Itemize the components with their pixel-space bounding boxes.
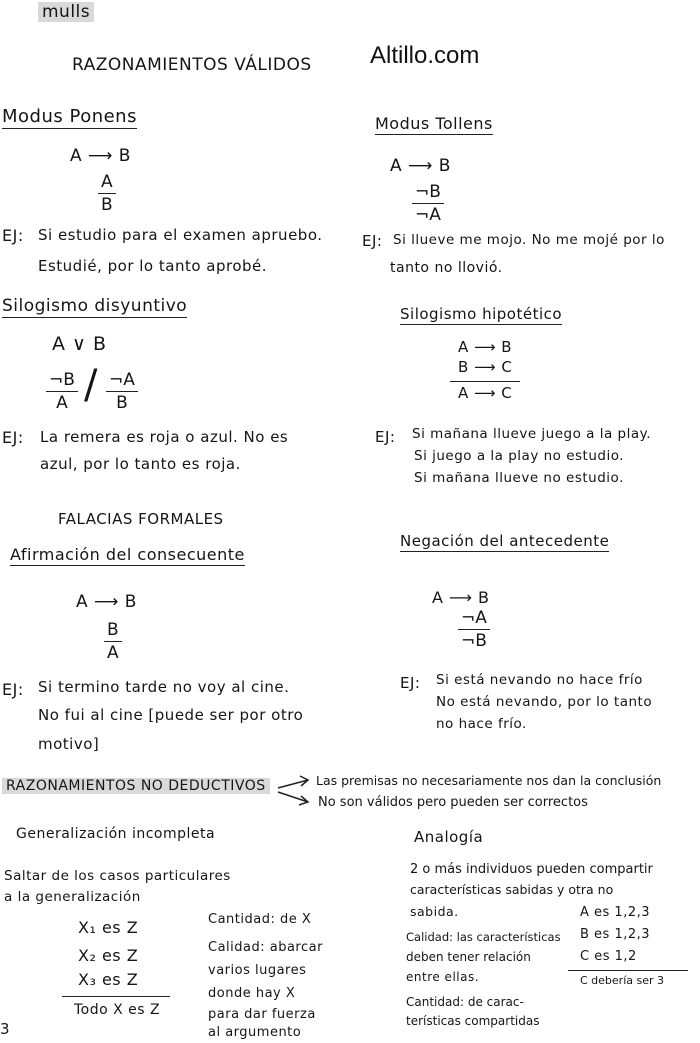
fraction-denominator: B xyxy=(116,393,128,413)
fraction-denominator: ¬B xyxy=(460,631,487,651)
analogia-example-4: C debería ser 3 xyxy=(580,974,665,987)
generalizacion-calidad-5: al argumento xyxy=(208,1025,302,1040)
generalizacion-calidad-1: Calidad: abarcar xyxy=(208,940,323,955)
fraction-numerator: B xyxy=(104,620,122,642)
corner-tag: mulls xyxy=(38,2,94,22)
negacion-antecedente-title: Negación del antecedente xyxy=(400,532,610,550)
modus-ponens-ej-label: EJ: xyxy=(2,226,24,245)
fraction-denominator: ¬A xyxy=(415,205,441,225)
silogismo-disyuntivo-ej-line1: La remera es roja o azul. No es xyxy=(40,428,289,446)
analogia-example-3: C es 1,2 xyxy=(580,949,637,964)
generalizacion-calidad-3: donde hay X xyxy=(208,986,296,1001)
silogismo-disyuntivo-ej-label: EJ: xyxy=(2,428,24,447)
silogismo-disyuntivo-title: Silogismo disyuntivo xyxy=(2,296,188,316)
generalizacion-title: Generalización incompleta xyxy=(16,826,216,842)
analogia-cantidad-1: Cantidad: de carac- xyxy=(406,995,524,1009)
fraction-numerator: A xyxy=(98,172,116,194)
silogismo-hipotetico-ej-line2: Si juego a la play no estudio. xyxy=(414,448,625,464)
fraction-denominator: B xyxy=(100,195,113,215)
fraction-denominator: A xyxy=(107,643,119,663)
modus-tollens-ej-label: EJ: xyxy=(362,232,383,250)
silogismo-hipotetico-line1: A ⟶ B xyxy=(458,338,513,356)
modus-tollens-ej-line2: tanto no llovió. xyxy=(390,260,503,276)
silogismo-disyuntivo-premise: A ∨ B xyxy=(52,333,107,355)
generalizacion-desc-2: a la generalización xyxy=(4,889,141,905)
afirmacion-consecuente-premise: A ⟶ B xyxy=(76,592,137,612)
negacion-antecedente-ej-line2: No está nevando, por lo tanto xyxy=(436,694,653,710)
fraction-separator-slash: / xyxy=(84,362,98,408)
generalizacion-row-1: X₁ es Z xyxy=(78,918,139,937)
negacion-antecedente-ej-label: EJ: xyxy=(400,674,421,692)
analogia-desc-2: características sabidas y otra no xyxy=(410,882,614,897)
afirmacion-consecuente-title: Afirmación del consecuente xyxy=(10,545,245,564)
fraction-numerator: ¬A xyxy=(458,608,490,630)
negacion-antecedente-ej-line3: no hace frío. xyxy=(436,716,527,732)
negacion-antecedente-ej-line1: Si está nevando no hace frío xyxy=(436,672,643,688)
analogia-calidad-1: Calidad: las características xyxy=(406,930,561,944)
fraction-numerator: ¬B xyxy=(46,370,78,392)
no-deductivos-title: RAZONAMIENTOS NO DEDUCTIVOS xyxy=(2,778,270,794)
modus-ponens-premise: A ⟶ B xyxy=(70,146,131,166)
modus-ponens-title: Modus Ponens xyxy=(2,106,137,127)
generalizacion-calidad-4: para dar fuerza xyxy=(208,1007,316,1022)
analogia-example-2: B es 1,2,3 xyxy=(580,927,651,942)
modus-tollens-title: Modus Tollens xyxy=(375,114,493,133)
analogia-title: Analogía xyxy=(414,828,484,846)
analogia-desc-1: 2 o más individuos pueden compartir xyxy=(410,862,653,877)
analogia-calidad-2: deben tener relación xyxy=(406,950,531,964)
analogia-rule xyxy=(568,970,688,971)
silogismo-hipotetico-line2: B ⟶ C xyxy=(458,358,513,376)
generalizacion-conclusion: Todo X es Z xyxy=(74,1002,161,1018)
silogismo-hipotetico-ej-line3: Si mañana llueve no estudio. xyxy=(414,470,624,486)
silogismo-hipotetico-ej-label: EJ: xyxy=(375,428,396,446)
page-number: 3 xyxy=(0,1020,11,1038)
afirmacion-consecuente-ej-line2: No fui al cine [puede ser por otro xyxy=(38,706,304,724)
page-title: RAZONAMIENTOS VÁLIDOS xyxy=(72,55,312,75)
analogia-desc-3: sabida. xyxy=(410,904,459,919)
fraction-numerator: ¬A xyxy=(106,370,138,392)
afirmacion-consecuente-ej-label: EJ: xyxy=(2,680,24,699)
generalizacion-desc-1: Saltar de los casos particulares xyxy=(4,868,231,884)
no-deductivos-note-2: No son válidos pero pueden ser correctos xyxy=(318,795,588,810)
silogismo-hipotetico-conclusion: A ⟶ C xyxy=(458,384,513,402)
negacion-antecedente-premise: A ⟶ B xyxy=(432,588,490,607)
generalizacion-rule xyxy=(62,996,170,997)
modus-tollens-premise: A ⟶ B xyxy=(390,156,451,176)
modus-ponens-ej-line1: Si estudio para el examen apruebo. xyxy=(38,226,323,244)
analogia-cantidad-2: terísticas compartidas xyxy=(406,1014,540,1028)
watermark: Altillo.com xyxy=(370,42,480,69)
generalizacion-row-2: X₂ es Z xyxy=(78,946,139,965)
modus-tollens-ej-line1: Si llueve me mojo. No me mojé por lo xyxy=(393,232,665,248)
generalizacion-calidad-2: varios lugares xyxy=(208,963,307,978)
generalizacion-row-3: X₃ es Z xyxy=(78,970,139,989)
silogismo-disyuntivo-ej-line2: azul, por lo tanto es roja. xyxy=(40,455,241,473)
fraction-numerator: ¬B xyxy=(412,182,444,204)
fraction-denominator: A xyxy=(56,393,68,413)
falacias-title: FALACIAS FORMALES xyxy=(58,510,224,528)
silogismo-hipotetico-ej-line1: Si mañana llueve juego a la play. xyxy=(412,426,651,442)
no-deductivos-note-1: Las premisas no necesariamente nos dan la conclusión xyxy=(316,773,662,788)
generalizacion-cantidad: Cantidad: de X xyxy=(208,912,312,927)
analogia-calidad-3: entre ellas. xyxy=(406,970,480,984)
afirmacion-consecuente-ej-line3: motivo] xyxy=(38,735,100,753)
afirmacion-consecuente-ej-line1: Si termino tarde no voy al cine. xyxy=(38,678,290,696)
analogia-example-1: A es 1,2,3 xyxy=(580,905,651,920)
silogismo-hipotetico-title: Silogismo hipotético xyxy=(400,305,563,323)
modus-ponens-ej-line2: Estudié, por lo tanto aprobé. xyxy=(38,257,268,275)
